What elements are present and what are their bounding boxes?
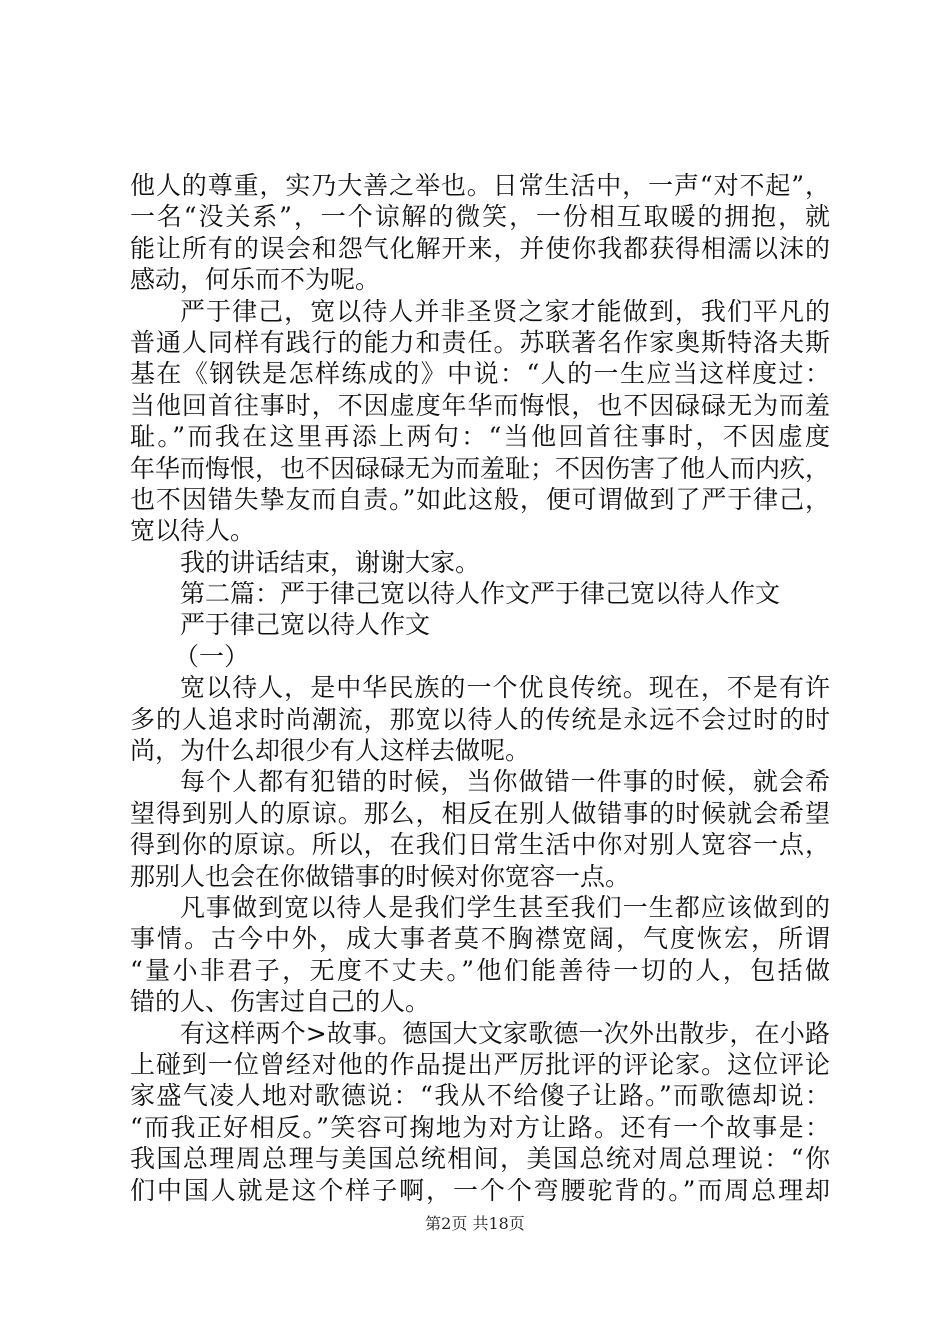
- text-line: 一名“没关系”，一个谅解的微笑，一份相互取暖的拥抱，就: [130, 202, 830, 232]
- text-line: 每个人都有犯错的时候，当你做错一件事的时候，就会希: [180, 767, 830, 797]
- text-line: 宽以待人，是中华民族的一个优良传统。现在，不是有许: [180, 673, 830, 703]
- section-number: （一）: [174, 641, 250, 671]
- text-line: 错的人、伤害过自己的人。: [130, 987, 431, 1017]
- text-line: 事情。古今中外，成大事者莫不胸襟宽阔，气度恢宏，所谓: [130, 924, 830, 954]
- text-line: 们中国人就是这个样子啊，一个个弯腰驼背的。”而周总理却: [130, 1175, 830, 1205]
- text-line: 感动，何乐而不为呢。: [130, 265, 381, 295]
- text-line: 家盛气凌人地对歌德说：“我从不给傻子让路。”而歌德却说：: [130, 1081, 830, 1111]
- text-line: “而我正好相反。”笑容可掬地为对方让路。还有一个故事是：: [130, 1112, 830, 1142]
- text-line: 他人的尊重，实乃大善之举也。日常生活中，一声“对不起”，: [130, 171, 830, 200]
- text-line: 多的人追求时尚潮流，那宽以待人的传统是永远不会过时的时: [130, 704, 830, 734]
- text-line: 普通人同样有践行的能力和责任。苏联著名作家奥斯特洛夫斯: [130, 327, 830, 357]
- text-line: 上碰到一位曾经对他的作品提出严厉批评的评论家。这位评论: [130, 1049, 830, 1079]
- body-text: [130, 170, 830, 1206]
- text-line: 宽以待人。: [130, 516, 256, 546]
- text-line: 那别人也会在你做错事的时候对你宽容一点。: [130, 861, 631, 891]
- text-line: 望得到别人的原谅。那么，相反在别人做错事的时候就会希望: [130, 798, 830, 828]
- text-line: 得到你的原谅。所以，在我们日常生活中你对别人宽容一点，: [130, 830, 830, 860]
- text-line: 基在《钢铁是怎样练成的》中说：“人的一生应当这样度过：: [130, 359, 830, 389]
- text-line: “量小非君子，无度不丈夫。”他们能善待一切的人，包括做: [130, 955, 830, 985]
- text-line: 耻。”而我在这里再添上两句：“当他回首往事时，不因虚度: [130, 422, 830, 452]
- text-line: 我国总理周总理与美国总统相间，美国总统对周总理说：“你: [130, 1144, 830, 1174]
- text-line: 尚，为什么却很少有人这样去做呢。: [130, 736, 531, 766]
- text-line: 我的讲话结束，谢谢大家。: [180, 547, 481, 577]
- text-line: 当他回首往事时，不因虚度年华而悔恨，也不因碌碌无为而羞: [130, 390, 830, 420]
- text-line: 也不因错失挚友而自责。”如此这般，便可谓做到了严于律己，: [130, 484, 830, 514]
- section-heading: 第二篇：严于律己宽以待人作文严于律己宽以待人作文: [180, 579, 781, 609]
- page-number-footer: 第2页 共18页: [425, 1214, 525, 1233]
- text-line: 凡事做到宽以待人是我们学生甚至我们一生都应该做到的: [180, 892, 830, 922]
- text-line: 能让所有的误会和怨气化解开来，并使你我都获得相濡以沫的: [130, 233, 830, 263]
- text-line: 年华而悔恨，也不因碌碌无为而羞耻；不因伤害了他人而内疚，: [130, 453, 831, 483]
- article-title: 严于律己宽以待人作文: [180, 610, 431, 640]
- text-line: 严于律己，宽以待人并非圣贤之家才能做到，我们平凡的: [180, 296, 830, 326]
- text-line: 有这样两个>故事。德国大文家歌德一次外出散步，在小路: [180, 1018, 830, 1048]
